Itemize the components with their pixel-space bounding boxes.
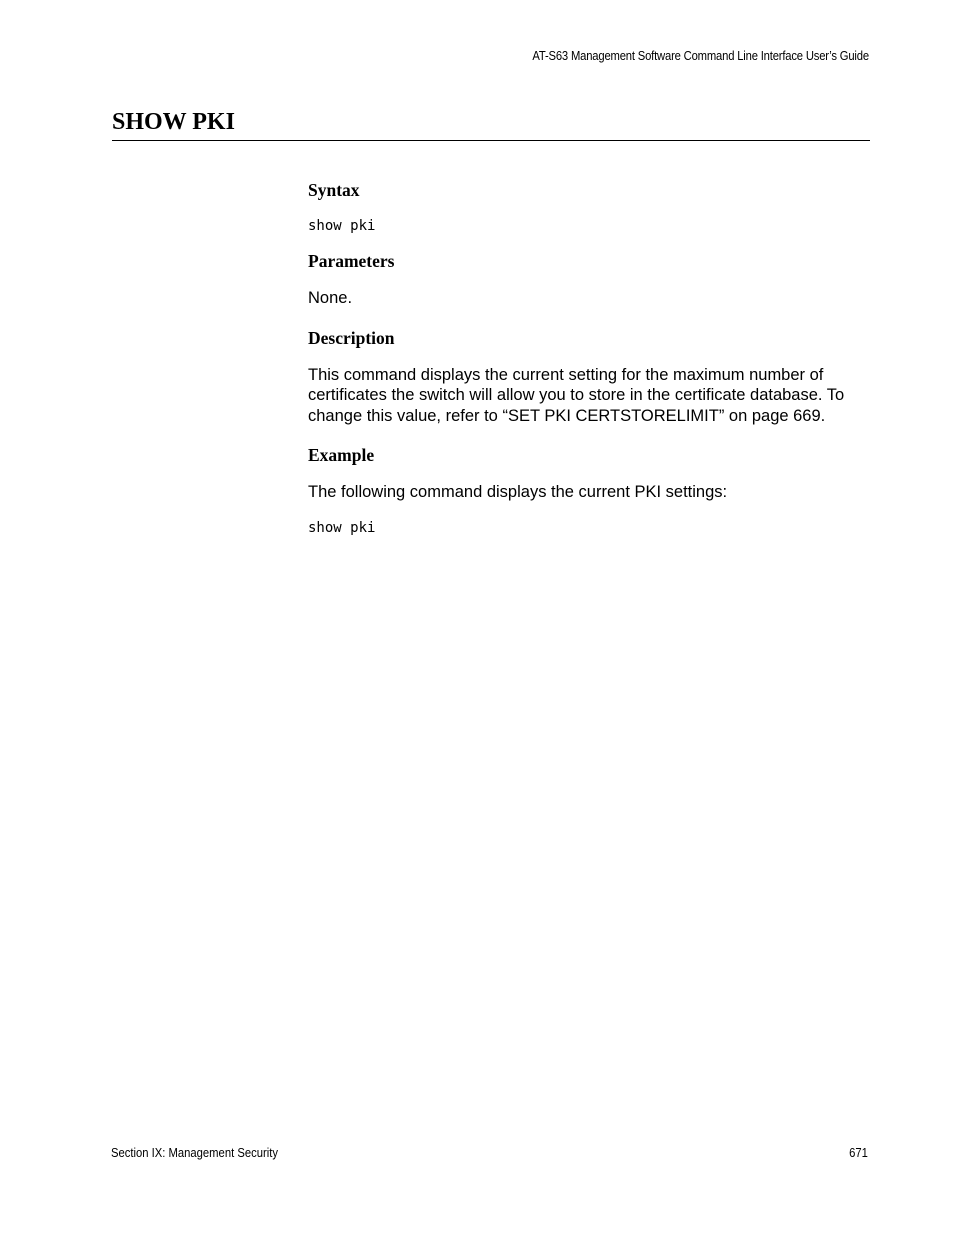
example-text: The following command displays the current PKI settings:	[308, 483, 728, 501]
command-content	[308, 179, 870, 537]
page-title: SHOW PKI	[112, 109, 235, 135]
title-rule	[112, 140, 870, 141]
description-heading: Description	[308, 327, 395, 348]
parameters-text: None.	[308, 289, 353, 307]
example-code: show pki	[308, 519, 376, 536]
syntax-code: show pki	[308, 218, 376, 234]
footer-section-label: Section IX: Management Security	[111, 1146, 278, 1160]
description-text: This command displays the current setting for the maximum number of certificates the switch will allow you to store in the certificate database. To change this value, refer to “SET PKI CERTSTORELIMIT” on page 669.	[308, 365, 845, 425]
parameters-heading: Parameters	[308, 251, 395, 271]
page-number: 671	[849, 1146, 868, 1160]
running-header: AT-S63 Management Software Command Line Interface User’s Guide	[532, 49, 869, 63]
example-heading: Example	[308, 445, 375, 465]
syntax-heading: Syntax	[308, 180, 360, 200]
